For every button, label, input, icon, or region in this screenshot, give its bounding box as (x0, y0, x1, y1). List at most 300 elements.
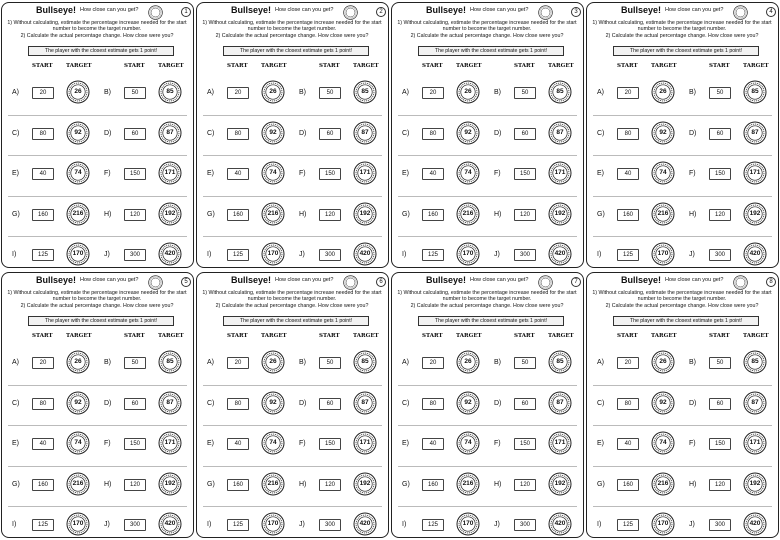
question-label: G) (597, 210, 605, 218)
bullseye-target-icon (456, 391, 480, 415)
target-number: 192 (359, 479, 371, 487)
target-number: 216 (462, 209, 474, 217)
card-header (587, 275, 778, 289)
question-row (587, 507, 778, 538)
start-number-box: 300 (319, 249, 341, 261)
question-row (392, 345, 583, 386)
question-row (587, 156, 778, 197)
bullseye-target-icon (261, 350, 285, 374)
start-number-box: 50 (124, 357, 146, 369)
start-number-box: 160 (422, 209, 444, 221)
question-label: H) (104, 210, 112, 218)
card-header (2, 275, 193, 289)
target-number: 85 (751, 88, 759, 95)
target-column-header: TARGET (651, 333, 677, 339)
card-title: Bullseye! (36, 275, 77, 285)
start-column-header: START (617, 333, 638, 339)
target-number: 26 (74, 88, 82, 95)
start-number-box: 160 (32, 209, 54, 221)
instruction-text: 2) Calculate the actual percentage change. How close were you? (605, 302, 759, 309)
question-label: F) (689, 440, 696, 447)
bullseye-target-icon (66, 512, 90, 536)
scoring-rule-box: The player with the closest estimate gets 1 point! (418, 46, 564, 56)
target-number: 74 (659, 169, 667, 176)
bullseye-target-icon (353, 472, 377, 496)
start-number-box: 40 (227, 168, 249, 180)
target-number: 171 (359, 439, 371, 446)
bullseye-target-icon (261, 242, 285, 266)
question-row (587, 426, 778, 467)
card-title: Bullseye! (621, 275, 662, 285)
target-column-header: TARGET (158, 333, 184, 339)
question-row (392, 75, 583, 116)
bullseye-target-icon (733, 5, 748, 20)
question-row (392, 426, 583, 467)
scoring-rule-box: The player with the closest estimate gets 1 point! (223, 316, 369, 326)
start-number-box: 300 (319, 519, 341, 531)
target-column-header: TARGET (261, 333, 287, 339)
start-number-box: 20 (422, 87, 444, 99)
question-label: I) (597, 521, 602, 528)
bullseye-target-icon (651, 350, 675, 374)
start-number-box: 20 (32, 87, 54, 99)
target-number: 171 (554, 169, 566, 176)
target-number: 26 (464, 88, 472, 95)
page-number-badge: 1 (181, 7, 191, 17)
bullseye-target-icon (651, 512, 675, 536)
target-number: 74 (74, 439, 82, 446)
target-number: 87 (166, 398, 174, 406)
bullseye-target-icon (743, 391, 767, 415)
column-headers (197, 333, 388, 341)
start-number-box: 40 (32, 438, 54, 450)
column-headers (2, 333, 193, 341)
question-label: F) (689, 170, 696, 177)
bullseye-target-icon (158, 431, 182, 455)
target-number: 216 (267, 209, 279, 217)
target-number: 85 (166, 358, 174, 365)
bullseye-target-icon (548, 161, 572, 185)
bullseye-target-icon (651, 242, 675, 266)
question-label: E) (597, 170, 604, 177)
instructions (201, 20, 383, 39)
start-number-box: 60 (514, 398, 536, 410)
start-column-header: START (124, 63, 145, 69)
instructions (6, 290, 188, 309)
worksheet-card (586, 272, 779, 538)
start-number-box: 60 (124, 398, 146, 410)
target-number: 92 (464, 398, 472, 406)
column-headers (587, 63, 778, 71)
bullseye-target-icon (261, 161, 285, 185)
question-label: E) (597, 440, 604, 447)
question-row (197, 386, 388, 427)
bullseye-target-icon (538, 275, 553, 290)
start-column-header: START (319, 333, 340, 339)
question-label: E) (207, 440, 214, 447)
bullseye-target-icon (66, 431, 90, 455)
question-label: I) (12, 251, 17, 258)
bullseye-target-icon (743, 202, 767, 226)
bullseye-target-icon (456, 202, 480, 226)
question-rows (197, 75, 388, 268)
start-number-box: 120 (319, 479, 341, 491)
start-number-box: 80 (422, 398, 444, 410)
question-label: I) (597, 251, 602, 258)
target-number: 85 (556, 88, 564, 95)
start-column-header: START (32, 333, 53, 339)
card-subtitle: How close can you get? (470, 7, 529, 13)
target-number: 170 (72, 250, 84, 257)
question-label: I) (12, 521, 17, 528)
question-label: G) (12, 480, 20, 488)
worksheet-card (586, 2, 779, 268)
worksheet-card (196, 272, 389, 538)
question-label: B) (299, 359, 306, 366)
start-number-box: 150 (514, 168, 536, 180)
question-label: D) (104, 399, 112, 407)
bullseye-target-icon (353, 242, 377, 266)
question-label: G) (12, 210, 20, 218)
bullseye-target-icon (548, 121, 572, 145)
start-number-box: 160 (227, 209, 249, 221)
question-label: C) (207, 399, 215, 407)
target-number: 192 (749, 479, 761, 487)
bullseye-target-icon (353, 161, 377, 185)
question-label: A) (207, 359, 214, 366)
target-number: 171 (554, 439, 566, 446)
question-label: A) (402, 359, 409, 366)
question-label: I) (402, 251, 407, 258)
question-label: E) (207, 170, 214, 177)
page-number-badge: 3 (571, 7, 581, 17)
bullseye-target-icon (743, 472, 767, 496)
start-number-box: 120 (709, 479, 731, 491)
question-label: D) (689, 129, 697, 137)
bullseye-target-icon (353, 121, 377, 145)
bullseye-target-icon (158, 121, 182, 145)
question-rows (197, 345, 388, 538)
target-number: 92 (74, 398, 82, 406)
card-header (2, 5, 193, 19)
bullseye-target-icon (66, 350, 90, 374)
target-number: 74 (269, 169, 277, 176)
page-number-badge: 5 (181, 277, 191, 287)
question-label: A) (597, 359, 604, 366)
target-number: 192 (554, 479, 566, 487)
start-column-header: START (514, 333, 535, 339)
instructions (396, 20, 578, 39)
question-row (2, 345, 193, 386)
start-number-box: 160 (617, 479, 639, 491)
start-number-box: 150 (709, 168, 731, 180)
start-number-box: 40 (422, 168, 444, 180)
question-label: H) (299, 480, 307, 488)
instruction-text: 2) Calculate the actual percentage change. How close were you? (20, 32, 174, 39)
bullseye-target-icon (261, 512, 285, 536)
start-column-header: START (617, 63, 638, 69)
instruction-text: 2) Calculate the actual percentage change. How close were you? (215, 302, 369, 309)
card-subtitle: How close can you get? (275, 277, 334, 283)
question-label: J) (689, 251, 695, 258)
target-column-header: TARGET (743, 63, 769, 69)
target-number: 74 (74, 169, 82, 176)
start-number-box: 150 (514, 438, 536, 450)
worksheet-card (391, 272, 584, 538)
bullseye-target-icon (548, 350, 572, 374)
question-label: I) (207, 521, 212, 528)
target-number: 170 (657, 250, 669, 257)
start-number-box: 50 (709, 87, 731, 99)
card-header (197, 5, 388, 19)
scoring-rule-box: The player with the closest estimate gets 1 point! (28, 316, 174, 326)
column-headers (392, 333, 583, 341)
question-rows (587, 345, 778, 538)
question-row (2, 237, 193, 268)
start-number-box: 300 (124, 249, 146, 261)
question-rows (2, 345, 193, 538)
question-row (587, 197, 778, 238)
start-number-box: 50 (709, 357, 731, 369)
card-header (392, 5, 583, 19)
question-row (587, 386, 778, 427)
target-number: 170 (462, 250, 474, 257)
instruction-text: 2) Calculate the actual percentage change. How close were you? (605, 32, 759, 39)
question-row (2, 507, 193, 538)
bullseye-target-icon (651, 161, 675, 185)
target-number: 74 (269, 439, 277, 446)
bullseye-target-icon (158, 512, 182, 536)
start-number-box: 125 (617, 519, 639, 531)
start-number-box: 60 (514, 128, 536, 140)
start-column-header: START (124, 333, 145, 339)
bullseye-target-icon (66, 472, 90, 496)
question-label: F) (299, 440, 306, 447)
question-label: J) (104, 251, 110, 258)
start-number-box: 125 (617, 249, 639, 261)
target-number: 92 (74, 128, 82, 136)
bullseye-target-icon (158, 391, 182, 415)
question-label: H) (494, 210, 502, 218)
question-label: D) (494, 399, 502, 407)
instructions (201, 290, 383, 309)
target-number: 192 (164, 209, 176, 217)
start-number-box: 120 (319, 209, 341, 221)
start-number-box: 120 (514, 479, 536, 491)
question-label: G) (402, 210, 410, 218)
bullseye-target-icon (158, 242, 182, 266)
bullseye-target-icon (66, 121, 90, 145)
start-number-box: 125 (422, 519, 444, 531)
scoring-rule-box: The player with the closest estimate gets 1 point! (613, 46, 759, 56)
start-column-header: START (227, 333, 248, 339)
bullseye-target-icon (66, 161, 90, 185)
instructions (6, 20, 188, 39)
bullseye-target-icon (743, 512, 767, 536)
bullseye-target-icon (456, 350, 480, 374)
scoring-rule-box: The player with the closest estimate gets 1 point! (613, 316, 759, 326)
start-number-box: 300 (514, 519, 536, 531)
instruction-text: 1) Without calculating, estimate the percentage increase needed for the start number to become the target number. (7, 20, 187, 33)
question-label: F) (104, 170, 111, 177)
scoring-rule-box: The player with the closest estimate gets 1 point! (223, 46, 369, 56)
question-label: J) (689, 521, 695, 528)
bullseye-target-icon (651, 431, 675, 455)
start-number-box: 50 (124, 87, 146, 99)
target-column-header: TARGET (261, 63, 287, 69)
start-number-box: 40 (617, 168, 639, 180)
target-number: 87 (361, 128, 369, 136)
question-label: E) (12, 440, 19, 447)
start-number-box: 80 (227, 128, 249, 140)
target-number: 85 (361, 358, 369, 365)
target-number: 171 (749, 439, 761, 446)
target-number: 92 (464, 128, 472, 136)
start-number-box: 40 (32, 168, 54, 180)
start-number-box: 80 (422, 128, 444, 140)
target-number: 216 (267, 479, 279, 487)
target-column-header: TARGET (353, 63, 379, 69)
bullseye-target-icon (66, 80, 90, 104)
question-label: C) (597, 399, 605, 407)
bullseye-target-icon (651, 121, 675, 145)
start-number-box: 120 (124, 209, 146, 221)
question-row (197, 116, 388, 157)
target-number: 170 (462, 520, 474, 527)
question-label: H) (104, 480, 112, 488)
question-label: H) (494, 480, 502, 488)
question-row (2, 467, 193, 508)
question-label: C) (207, 129, 215, 137)
bullseye-target-icon (66, 202, 90, 226)
bullseye-target-icon (158, 161, 182, 185)
target-number: 216 (462, 479, 474, 487)
question-label: B) (494, 89, 501, 96)
start-column-header: START (514, 63, 535, 69)
start-number-box: 300 (709, 519, 731, 531)
target-number: 85 (751, 358, 759, 365)
target-number: 420 (749, 520, 761, 527)
start-number-box: 125 (227, 519, 249, 531)
question-label: B) (299, 89, 306, 96)
question-label: D) (299, 399, 307, 407)
target-number: 192 (164, 479, 176, 487)
page-number-badge: 6 (376, 277, 386, 287)
target-number: 87 (166, 128, 174, 136)
start-number-box: 150 (124, 438, 146, 450)
bullseye-target-icon (456, 121, 480, 145)
start-number-box: 60 (319, 128, 341, 140)
target-column-header: TARGET (456, 63, 482, 69)
start-number-box: 20 (422, 357, 444, 369)
question-label: E) (402, 440, 409, 447)
bullseye-target-icon (743, 431, 767, 455)
bullseye-target-icon (548, 242, 572, 266)
target-number: 170 (657, 520, 669, 527)
card-title: Bullseye! (36, 5, 77, 15)
instructions (591, 290, 773, 309)
card-header (197, 275, 388, 289)
target-number: 26 (659, 358, 667, 365)
target-number: 87 (751, 128, 759, 136)
question-label: J) (299, 251, 305, 258)
target-number: 85 (556, 358, 564, 365)
question-label: G) (402, 480, 410, 488)
instruction-text: 1) Without calculating, estimate the percentage increase needed for the start number to become the target number. (592, 290, 772, 303)
start-number-box: 40 (617, 438, 639, 450)
start-number-box: 150 (709, 438, 731, 450)
question-label: B) (689, 89, 696, 96)
card-subtitle: How close can you get? (80, 277, 139, 283)
target-column-header: TARGET (743, 333, 769, 339)
bullseye-target-icon (148, 275, 163, 290)
start-column-header: START (422, 63, 443, 69)
target-number: 92 (269, 398, 277, 406)
question-row (2, 156, 193, 197)
target-column-header: TARGET (66, 333, 92, 339)
bullseye-target-icon (548, 80, 572, 104)
start-number-box: 160 (617, 209, 639, 221)
question-rows (2, 75, 193, 268)
start-number-box: 300 (514, 249, 536, 261)
start-number-box: 300 (709, 249, 731, 261)
card-subtitle: How close can you get? (80, 7, 139, 13)
start-number-box: 125 (32, 249, 54, 261)
card-subtitle: How close can you get? (470, 277, 529, 283)
question-label: B) (104, 359, 111, 366)
start-number-box: 125 (422, 249, 444, 261)
question-label: H) (689, 480, 697, 488)
target-number: 192 (359, 209, 371, 217)
start-number-box: 125 (32, 519, 54, 531)
bullseye-target-icon (456, 512, 480, 536)
question-rows (392, 345, 583, 538)
question-label: I) (207, 251, 212, 258)
target-number: 87 (361, 398, 369, 406)
column-headers (2, 63, 193, 71)
target-number: 216 (72, 209, 84, 217)
card-header (587, 5, 778, 19)
bullseye-target-icon (743, 350, 767, 374)
question-label: J) (494, 251, 500, 258)
question-label: H) (689, 210, 697, 218)
target-number: 85 (361, 88, 369, 95)
target-number: 26 (659, 88, 667, 95)
scoring-rule-box: The player with the closest estimate gets 1 point! (418, 316, 564, 326)
bullseye-target-icon (261, 472, 285, 496)
worksheet-card (1, 272, 194, 538)
start-number-box: 120 (709, 209, 731, 221)
question-label: A) (12, 359, 19, 366)
question-label: I) (402, 521, 407, 528)
question-label: D) (104, 129, 112, 137)
bullseye-target-icon (148, 5, 163, 20)
bullseye-target-icon (353, 431, 377, 455)
target-number: 171 (749, 169, 761, 176)
question-label: A) (597, 89, 604, 96)
start-number-box: 20 (617, 87, 639, 99)
target-number: 171 (164, 169, 176, 176)
question-label: B) (689, 359, 696, 366)
start-number-box: 80 (32, 128, 54, 140)
target-number: 74 (464, 439, 472, 446)
question-label: D) (494, 129, 502, 137)
instruction-text: 2) Calculate the actual percentage change. How close were you? (410, 302, 564, 309)
target-number: 92 (269, 128, 277, 136)
card-title: Bullseye! (426, 5, 467, 15)
start-number-box: 60 (124, 128, 146, 140)
bullseye-target-icon (743, 161, 767, 185)
